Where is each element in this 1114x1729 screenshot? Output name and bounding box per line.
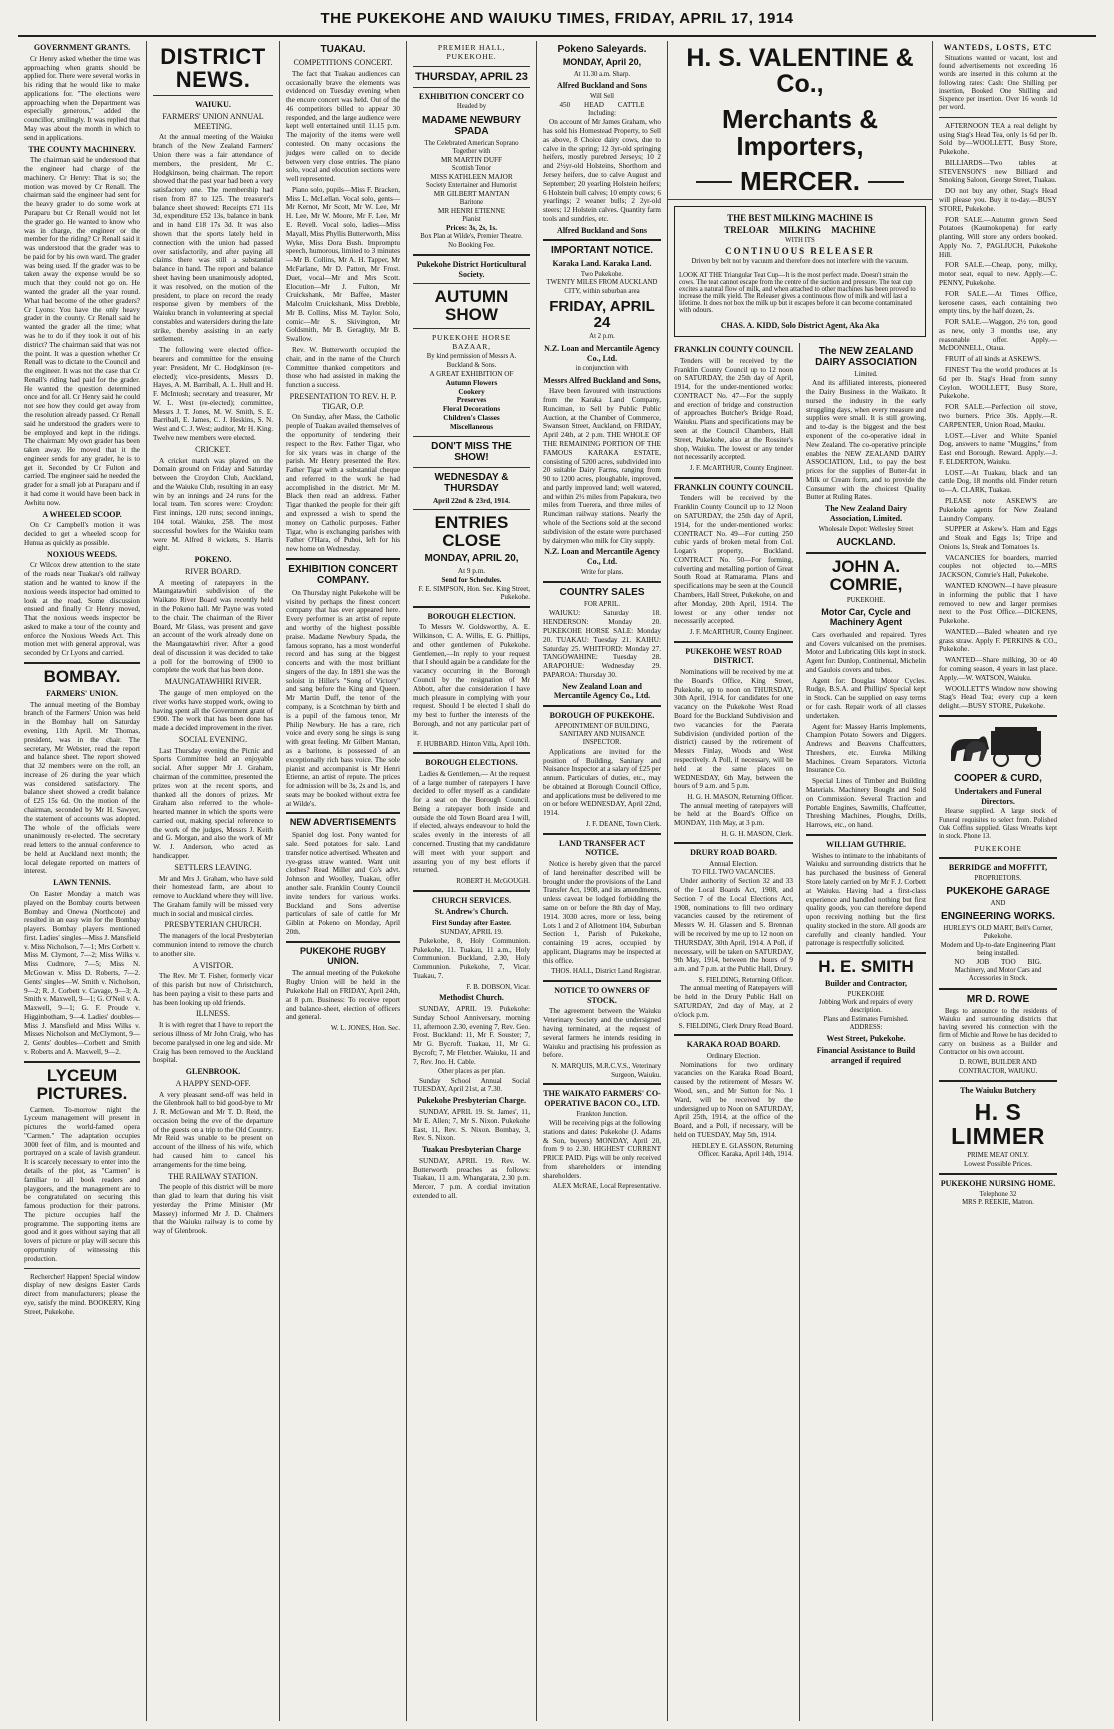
hearse-icon xyxy=(943,721,1053,769)
first-sunday: First Sunday after Easter. xyxy=(431,919,512,928)
machine-sub: Driven by belt not by vacuum and therefore does not interfere with the vacuum. xyxy=(691,258,909,266)
comp-close: Rev. W. Butterworth occupied the chair, and in the name of the Church Committee thanked competitors and those who had assisted in making the function a success. xyxy=(286,345,400,390)
jobbing: Jobbing Work and repairs of every description. xyxy=(819,999,913,1015)
entries-monday: MONDAY, APRIL 20, xyxy=(424,552,519,564)
cattle-qty: 450 HEAD CATTLE xyxy=(559,101,645,110)
rowe-name: MR D. ROWE xyxy=(966,993,1030,1005)
nzdairy-heading: The NEW ZEALAND DAIRY ASSOCIATION xyxy=(815,345,917,368)
presentation-heading: PRESENTATION TO REV. H. P. TIGAR, O.P. xyxy=(289,391,397,411)
classified-item: FOR SALE.—Waggon, 2½ ton, good as new, only 3 months use, any reasonable offer. Apply.—McDONNELL, Otaua. xyxy=(939,318,1057,353)
grants-text: Cr Henry asked whether the time was approaching when grants should be applied for. There were several works in his riding that he would like to make applications for. "The elections were approaching when the Department was especially generous," added the councillor, smilingly. It was replied that May was about the month in which to send in applications. xyxy=(24,54,140,142)
methodist-heading: Methodist Church. xyxy=(439,993,504,1003)
rugby-heading: PUKEKOHE RUGBY UNION. xyxy=(299,945,386,966)
wed-thu: WEDNESDAY & THURSDAY xyxy=(434,471,509,494)
sunday-school: Sunday School Annual Social TUESDAY, April 21st, at 7.30. xyxy=(413,1076,530,1094)
box-plan: Box Plan at Wilde's, Premier Theatre. xyxy=(420,233,523,241)
st-andrews: St. Andrew's Church. xyxy=(434,907,509,917)
cooper-name: COOPER & CURD, xyxy=(954,772,1042,784)
engineering-works: ENGINEERING WORKS. xyxy=(941,911,1055,923)
rugby-signature: W. L. JONES, Hon. Sec. xyxy=(330,1024,400,1033)
classified-item: VACANCIES for boarders, married couples not objected to.—MRS JACKSON, Comrie's Hall, Pukekohe. xyxy=(939,553,1057,580)
duff-sub: Scottish Tenor xyxy=(451,164,492,172)
column-8 xyxy=(933,41,1063,1721)
district-news-heading: DISTRICT NEWS. xyxy=(160,44,266,93)
madame-sub: The Celebrated American Soprano xyxy=(424,139,519,147)
smith-name: H. E. SMITH xyxy=(818,957,914,977)
concert-date: THURSDAY, APRIL 23 xyxy=(415,70,528,83)
center-ads-area xyxy=(668,41,933,1721)
telephone: Telephone 32 xyxy=(979,1190,1017,1198)
concert-title: EXHIBITION CONCERT CO xyxy=(419,91,524,101)
column-1 xyxy=(18,41,147,1721)
west-street: West Street, Pukekohe. xyxy=(826,1034,906,1044)
reekie-matron: MRS P. REEKIE, Matron. xyxy=(962,1198,1034,1206)
tuakau-heading: TUAKAU. xyxy=(320,44,366,55)
drury-text: Under authority of Section 32 and 33 of the Local Boards Act, 1908, and Section 7 of the Local Elections Act, 1908, nominations to fill two ordinary vacancies caused by the retirement of Messrs W. H. Glassen and S. Brennan will be received by me up to 12 noon on THURSDAY, 30th April, 1914. A Poll, if necessary, will be taken on SATURDAY, 9th May, 1914, between the hours of 9 a.m. and 7 p.m. at the Public Hall, Drury. xyxy=(674,877,793,974)
etienne-name: MR HENRI ETIENNE xyxy=(437,207,506,216)
builder-contractor: Builder and Contractor, xyxy=(824,979,907,989)
classified-item: SUPPER at Askew's. Ham and Eggs and Steak and Eggs 1s; Tripe and Onions 1s, Steak and Tomatoes 1s. xyxy=(939,525,1057,551)
hall-signature: THOS. HALL, District Land Registrar. xyxy=(551,967,661,976)
major-sub: Society Entertainer and Humorist xyxy=(425,182,518,190)
classified-item: FOR SALE.—Cheap, pony, milky, motor seat, equal to new. Apply.—C. PENNY, Pukekohe. xyxy=(939,261,1057,287)
classified-item: FRUIT of all kinds at ASKEW'S. xyxy=(945,355,1041,364)
at-2pm: At 2 p.m. xyxy=(589,333,615,341)
settlers-text: Mr and Mrs J. Graham, who have sold their homestead farm, are about to remove to Auckland where they will live. The Graham family will be missed very much in social and musical circles. xyxy=(153,874,273,918)
illness-heading: ILLNESS. xyxy=(196,1009,230,1019)
hearse-illustration xyxy=(939,721,1057,769)
wanteds-heading: WANTEDS, LOSTS, ETC xyxy=(943,43,1053,52)
autumn-show: AUTUMN SHOW xyxy=(434,287,509,325)
classified-item: LOST.—Liver and White Spaniel Dog, answers to name "Muggins," from East end Borough. Reward. Apply.—J. F. ELDERTON, Waiuku. xyxy=(939,431,1057,466)
deane-signature: J. F. DEANE, Town Clerk. xyxy=(585,820,661,829)
column-5 xyxy=(537,41,668,1721)
exhibit-text: On Thursday night Pukekohe will be visited by perhaps the finest concert company that has ever appeared here. Every performer is an artist of repute and worthy of the highest possible praise. Madame Newbury Spada, the famous soprano, has a most wonderful record and has sung at the biggest concerts and with the most brilliant singers of the day. In 1891 she was the soloist in Hiller's "Song of Victory" and sang before the King and Queen. Mr Martin Duff, the tenor of the company, is a Scotchman by birth and is a pupil of the famous tenor, Mr Philip Newbury. He has a rare, rich voice and every song he sings is sung with great feeling. Mr Gilbert Mantan, as a baritone, is possessed of an exceptionally rich bass voice. The sole pianist and accompanist is Mr Henri Etienne, an artist of repute. The prices for admission will be 3s, 2s and 1s, and seats may be booked without extra fee at Wilde's. xyxy=(286,588,400,808)
plans-estimates: Plans and Estimates Furnished. xyxy=(823,1015,909,1023)
borough-pk-sub: APPOINTMENT OF BUILDING, SANITARY AND NUISANCE INSPECTOR. xyxy=(554,722,650,747)
nz-loan-agency: New Zealand Loan and Mercantile Agency Co., Ltd. xyxy=(553,681,651,701)
mason-clerk: H. G. H. MASON, Clerk. xyxy=(721,829,793,838)
columns xyxy=(18,41,1096,1721)
waikato-heading: THE WAIKATO FARMERS' CO-OPERATIVE BACON CO., LTD. xyxy=(543,1089,661,1108)
lowest-prices: Lowest Possible Prices. xyxy=(963,1160,1033,1169)
premier-hall: PREMIER HALL, PUKEKOHE. xyxy=(437,43,506,62)
limmer-name: H. S LIMMER xyxy=(951,1098,1045,1149)
exhibit-heading: EXHIBITION CONCERT COMPANY. xyxy=(288,563,398,586)
fcc-heading: FRANKLIN COUNTY COUNCIL xyxy=(674,344,793,354)
karaka-road-heading: KARAKA ROAD BOARD. xyxy=(686,1040,781,1050)
duff-name: MR MARTIN DUFF xyxy=(440,156,503,165)
nzdairy-company: The New Zealand Dairy Association, Limited. xyxy=(825,504,907,523)
no-job-too-big: NO JOB TOO BIG. xyxy=(954,958,1042,967)
valentine-ad xyxy=(668,41,932,200)
visitor-heading: A VISITOR. xyxy=(192,960,234,970)
karaka-sub: Two Pukekohe. xyxy=(580,271,624,279)
comp-text: The fact that Tuakau audiences can occasionally brave the elements was evidenced on Tuesday evening when the encore concert was held. Out of the 46 competitors billed to appear 30 responded, and the large audience were kept well entertained until 11.15 p.m. The majority of the items were well contested. On many occasions the judges were called on to decide between very close entries. The piano solo, vocal and elocution sections were well represented. xyxy=(286,69,400,184)
methodist-note: Other places as per plan. xyxy=(438,1068,505,1076)
with-its: WITH ITS xyxy=(785,237,815,245)
saleyards-date: MONDAY, April 20, xyxy=(562,57,642,67)
kidd-agent: CHAS. A. KIDD, Solo District Agent, Aka Aka xyxy=(720,320,880,330)
auckland: AUCKLAND. xyxy=(836,536,896,548)
classified-item: FOR SALE.—At Times Office, kerosene cases, each containing two empty tins, by the half dozen, 2s. xyxy=(939,289,1057,316)
masthead xyxy=(18,10,1096,37)
glenbrook-heading: GLENBROOK. xyxy=(185,1067,241,1077)
saleyards-heading: Pokeno Saleyards. xyxy=(557,44,647,55)
sendoff-heading: A HAPPY SEND-OFF. xyxy=(175,1078,251,1088)
machine-title: THE BEST MILKING MACHINE IS xyxy=(727,213,873,224)
classified-item: WANTED.—Baled wheaten and rye grass straw. Apply F. PERKINS & CO., Pukekohe. xyxy=(939,627,1057,654)
karaka-land: Karaka Land. Karaka Land. xyxy=(552,259,652,269)
cooper-town: PUKEKOHE xyxy=(974,843,1022,853)
st-andrews-text: Pukekohe, 8, Holy Communion. Pukekohe, 11. Tuakau, 11 a.m., Holy Communion. Buckland, 2.30, Holy Communion. Pukekohe, 7, Vicar. Tuakau, 7. xyxy=(413,936,530,980)
proprietors: PROPRIETORS. xyxy=(974,874,1022,882)
nz-loan: N.Z. Loan and Mercantile Agency Co., Ltd. xyxy=(544,343,660,363)
social-heading: SOCIAL EVENING. xyxy=(178,734,248,744)
comrie-town: PUKEKOHE. xyxy=(846,596,886,604)
country-sales: COUNTRY SALES xyxy=(559,587,645,599)
fcc2-text: Tenders will be received by the Franklin County Council up to 12 Noon on SATURDAY, the 25th day of April, 1914, for the under-mentioned works: CONTRACT No. 49—For cutting 250 cubic yards of broken metal from Col. Logan's property, Buckland. CONTRACT No. 50—For forming, culverting and metalling portion of Great South Road at Ramarama. Plans and specifications may be seen at the Council Chambers, Hall Street, Pukekohe, on and after Monday, 20th April, 1914. The lowest or any other tender not necessarily accepted. xyxy=(674,494,793,626)
classified-item: PLEASE note ASKEW'S are Pukekohe agents for New Zealand Laundry Company. xyxy=(939,496,1057,523)
merchants: Merchants & Importers, xyxy=(721,103,879,161)
show-item: Floral Decorations xyxy=(442,405,501,414)
hort-heading: Pukekohe District Horticultural Society. xyxy=(416,259,527,279)
scoop-heading: A WHEELED SCOOP. xyxy=(42,509,122,519)
tennis-text: On Easter Monday a match was played on the Bombay courts between Bombay and Onewa (Northcote) and resulted in an easy win for the Bombay players. Bombay players mentioned first. Ladies' singles—Miss J. Mansfield v. Miss Nicholson, 7—1; Mrs Corbett v. Miss M. Clymont, 7—2; Miss Wilks v. Miss Cudmore, 7—5; Miss N. McGowan v. Miss D. Roberts, 7—2. Gents' singles—W. Smith v. Nicholson, 9—2; R. J. Corbett v. Cavage, 9—3; A. Smith v. Maxwell, 9—1; G. O'Neil v. A. Maxwell, 9—1; G. F. Proude v. Higginbotham, 9—4. Ladies' doubles—Miss J. Mansfield and Miss Wilks v. Misses Nicholson and McClymont, 9—2. Gents' doubles—Corbett and Smith v. Roberts and A. Maxwell, 9—2. xyxy=(24,889,140,1057)
show-item: Preserves xyxy=(456,396,487,405)
including: Including: xyxy=(588,109,616,117)
column-2 xyxy=(147,41,280,1721)
presby-text: The managers of the local Presbyterian communion intend to remove the church to another site. xyxy=(153,932,273,958)
continuous-releaser: CONTINUOUS RELEASER xyxy=(725,246,875,257)
write-plans: Write for plans. xyxy=(580,568,624,576)
rechercher-text: Rechercher! Happen! Special window display of new designs Easter Cards direct from manufacturers; please the eye, satisfy the mind. BOOKERY, King Street, Pukekohe. xyxy=(24,1272,140,1316)
buckland-name: Alfred Buckland and Sons xyxy=(557,81,647,91)
drury-sub2: TO FILL TWO VACANCIES. xyxy=(691,869,776,877)
column-4 xyxy=(407,41,537,1721)
karaka-sub2: TWENTY MILES FROM AUCKLAND CITY, within suburban area xyxy=(546,279,658,295)
treloar-name: TRELOAR MILKING MACHINE xyxy=(724,225,876,236)
presb-heading: Pukekohe Presbyterian Charge. xyxy=(417,1096,526,1106)
important-notice: IMPORTANT NOTICE. xyxy=(550,245,654,257)
modern-plant: Modern and Up-to-date Engineering Plant being installed. xyxy=(940,941,1056,957)
saleyards-time: At 11.30 a.m. Sharp. xyxy=(573,70,631,78)
sunday-date: SUNDAY, APRIL 19. xyxy=(440,927,503,936)
comrie-name: JOHN A. COMRIE, xyxy=(829,556,903,594)
rowe-signature: D. ROWE, BUILDER AND CONTRACTOR, WAIUKU. xyxy=(958,1059,1038,1075)
pwr-heading: PUKEKOHE WEST ROAD DISTRICT. xyxy=(685,646,782,666)
show-item: Cookery xyxy=(458,387,485,396)
smith-town: PUKEKOHE xyxy=(847,990,885,998)
pwr-note: The annual meeting of ratepayers will be held at the Board's Office on MONDAY, 11th May, at 3 p.m. xyxy=(674,801,793,828)
frankton: Frankton Junction. xyxy=(576,1110,628,1118)
glenbrook-text: A very pleasant send-off was held in the Glenbrook hall to bid good-bye to Mr J. R. McGowan and Mr T. D. Reid, the occasion being the eve of the departure of the guests on a trip to the Old Country. Mr Reid was unable to be present on account of the illness of his wife, which had caused him to cancel his arrangements for the time being. xyxy=(153,1090,273,1169)
tennis-heading: LAWN TENNIS. xyxy=(53,878,111,888)
mason-signature: H. G. H. MASON, Returning Officer. xyxy=(687,793,793,802)
together-with: Together with xyxy=(452,147,491,155)
waikato-text: Will be receiving pigs at the following stations and dates: Pukekohe (J. Adams & Son, buyers) MONDAY, April 20, from 9 to 2.30. HIGHEST CURRENT PRICE PAID. Pigs will be only received from shareholders or intending shareholders. xyxy=(543,1118,661,1180)
garage-name: PUKEKOHE GARAGE xyxy=(946,885,1050,897)
classified-item: FINEST Tea the world produces at 1s 6d per lb. Stag's Head from sunny Ceylon. WOOLLETT, Busy Store, Pukekohe. xyxy=(939,366,1057,401)
nz-loan-2: N.Z. Loan and Mercantile Agency Co., Ltd. xyxy=(544,547,660,567)
borough-elections-text: Ladies & Gentlemen,— At the request of a large number of ratepayers I have decided to offer myself as a candidate for a seat on the Borough Council. Being a ratepayer both inside and outside the old Town Board area I will, if elected, always endeavour to hold the scales evenly in the interests of all concerned. Trusting that my candidature will meet with your support and assuring you of my best efforts if returned. xyxy=(413,769,530,875)
karaka-road-text: Nominations for two ordinary vacancies on the Karaka Road Board, caused by the retirement of Messrs W. Wood, sen., and Mr Sutton for No. 1 Ward, will be received by the undersigned up to Noon on SATURDAY, April 25th, 1914, at the office of the Board, and a Poll, if necessary, will be held on TUESDAY, May 5th, 1914. xyxy=(674,1060,793,1139)
pokeno-text: A meeting of ratepayers in the Maungatawhiri subdivision of the Waikato River Board was recently held in the Pokeno hall. Mr Payne was voted to the chair. The chairman of the River Board, Mr Glass, was present and gave an account of the work already done on the Maungatawhiri river. After a good deal of discussion it was decided to take a poll for the borrowing of £900 to complete the work that has been done. xyxy=(153,578,273,675)
karaka-road-sub: Ordinary Election. xyxy=(706,1051,761,1060)
bombay-heading: BOMBAY. xyxy=(43,667,121,686)
milking-machine-ad xyxy=(674,206,926,337)
and-label: AND xyxy=(990,899,1006,907)
farmers-text: At the annual meeting of the Waiuku branch of the New Zealand Farmers' Union there was a fair attendance of members, the president, Mr C. Hodgkinson, being chairman. The report showed that the past year had been a very satisfactory one. The membership had risen from 87 to 125. The treasurer's balance sheet showed: Receipts £71 11s 3d, expenditure £52 13s, balance in bank and in hand £18 17s 3d. It was also shown that the sports lately held in connection with the union had passed over satisfactorily, and after paying all claims there was still a substantial balance in hand. The report and balance sheet having been unanimously adopted, it was resolved, on the motion of the president, to place on record the ready response given by members of the Waiuku branch in volunteering at special constables and watersiders during the late strike, thereby assisting in an early settlement. xyxy=(153,133,273,344)
stock-notice-text: The agreement between the Waiuku Veterinary Society and the undersigned having terminated, at the request of several farmers he intends residing in Waiuku and practising his profession as before. xyxy=(543,1007,661,1060)
classified-item: WANTED KNOWN—I have pleasure in informing the public that I have removed to new and larger premises next to the Post Office.—DICKENS, Pukekohe. xyxy=(939,582,1057,626)
undertakers: Undertakers and Funeral Directors. xyxy=(954,786,1042,806)
classified-item: WANTED—Share milking, 30 or 40 for coming season, 4 years in last place. Apply.—W. WATSON, Waiuku. xyxy=(939,656,1057,682)
column-7 xyxy=(800,343,932,1721)
mcrae-signature: ALEX McRAE, Local Representative. xyxy=(552,1182,661,1191)
saleyards-text: On account of Mr James Graham, who has sold his Homestead Property, to Sell as above, 8 Choice dairy cows, due to calve in the spring; 12 3yr-old springing heifers, mostly purebred Jerseys; 10 2 and 2½yr-old Holsteins, Shorthorn and Jersey heifers, due to calve August and September; 20 yearling Holstein heifers; 6 Holstein bull calves; 10 empty cows; 6 yearlings; 2 weaner bulls; 2 2yr-old steers; 12 Holstein calves. Quantity farm tools and sundries, etc. xyxy=(543,118,661,223)
illness-text: It is with regret that I have to report the serious illness of Mr John Craig, who has become paralysed in one leg and side. Mr Craig has been removed to the Auckland hospital. xyxy=(153,1021,273,1065)
berridge-name: BERRIDGE and MOFFITT, xyxy=(948,862,1048,872)
comrie-massey: Agent for: Massey Harris Implements, Champion Potato Sowers and Diggers. Andrews and Beavens Chaffcutters, Threshers, etc. Eureka Milking Machines. Cream Separators. Victoria Insurance Co. xyxy=(806,722,926,775)
classified-item: FOR SALE.—Perfection oil stove, two burners. Price 30s. Apply.—R. CARPENTER, Union Road, Mauku. xyxy=(939,403,1057,429)
visitor-text: The Rev. Mr T. Fisher, formerly vicar of this parish but now of Christchurch, has been paying a visit to these parts and has been looking up old friends. xyxy=(153,972,273,1007)
nzdairy-text: And its affiliated interests, pioneered the Dairy Business in the Waikato. It nursed the industry in the early struggling days, when every measure and supplies were small. It is still growing, and to-day is the biggest and the best exponent of the co-operative ideal in New Zealand. The co-operative principle enables the NEW ZEALAND DAIRY ASSOCIATION, Ltd., to pay the best prices for the supplies of Butter-fat in Milk or Cream form, and to provide the Consumer with the choicest Quality Butter at Ruling Rates. xyxy=(806,379,926,502)
cricket-text: A cricket match was played on the Domain ground on Friday and Saturday between the Croydon Club, Auckland, and the Waiuku Club, resulting in an easy win by an innings and 24 runs for the local team. Ten scores were: Croydon: First innings, 120 runs; second innings, 104 total. Waiuku, 258. The most successful bowlers for the Waiuku team were M. Alfred 8 wickets, S. Harris eight. xyxy=(153,456,273,553)
comrie-cycles: Agent for: Douglas Motor Cycles. Rudge, B.S.A. and Phillips' Special kept in Stock. Can be supplied on easy terms or for cash. Repair work of all classes undertaken. xyxy=(806,676,926,720)
comp-results: Piano solo, pupils—Miss F. Bracken, Miss L. McLellan. Vocal solo, gents—Mr Kernot, Mr Scott, Mr W. Lee, Mr H. Lee, Mr W. Moore, Mr F. Lee, Mr E. Revell. Vocal solo, ladies—Miss Mayall, Miss Phyllis Butterworth, Miss Wyke, Miss Dora Bush. Impromptu speech, humorous, limited to 3 minutes—Mr B. Collins, Mr A. H. Tapper, Mr McFarlane, Mr D. Patton, Mr Frost. Duet, vocal—Mr and Mrs Scott. Elocution—Mr J. Fulton, Mr Cruickshank, Mr Baffee, Master Malcolm Cruickshank, Miss Drebble, Mr B. Collins, Miss M. Taylor. Solo, comic—Mr S. Skivington, Mr Goldsmith, Mr B. Geraghty, Mr B. Swallow. xyxy=(286,185,400,344)
address-label: ADDRESS: xyxy=(849,1023,883,1031)
fcc2-heading: FRANKLIN COUNTY COUNCIL xyxy=(674,482,793,492)
prime-meat: PRIME MEAT ONLY. xyxy=(967,1151,1029,1159)
machinery-stock: Machinery, and Motor Cars and Accessories in Stock. xyxy=(954,967,1042,983)
mantan-sub: Baritone xyxy=(459,199,484,207)
buckland-name-2: Alfred Buckland and Sons xyxy=(557,225,647,235)
presentation-text: On Sunday, after Mass, the Catholic people of Tuakau availed themselves of the opportunity of tendering their respect to the Rev. Father Tigar, who for six years was in charge of the parish. Mr Henry presented the Rev. Father Tigar with a substantial cheque and referred to the work he had accomplished in the district. Mr M. Black then read an address. Father Tigar thanked the people for their gift and expressed a wish to spend the money on Catholic purposes. Father Tigar, who is exchanging parishes with Father O'Hara, of Puhoi, left for his new home on Wednesday. xyxy=(286,413,400,554)
weeds-text: Cr Wilcox drew attention to the state of the roads near Tuakau's old railway station and he wanted to know if the noxious weeds inspector had omitted to look at the road. Some discussion ensued and finally Cr Henry moved, That the noxious weeds inspector be asked to make a tour of the county and enforce the Noxious Weeds Act. This motion met with general approval, was seconded by Cr Lyons and carried. xyxy=(24,561,140,658)
comrie-text: Cars overhauled and repaired. Tyres and Covers vulcanised on the premises. Motor and Lubricating Oils kept in stock. Agent for: Dunlop, Continental, Michelin and Gaulois covers and tubes. xyxy=(806,630,926,674)
presby-heading: PRESBYTERIAN CHURCH. xyxy=(164,920,262,930)
scoop-text: On Cr Campbell's motion it was decided to get a wheeled scoop for Hunua as quickly as possible. xyxy=(24,521,140,547)
classified-item: FOR SALE.—Autumn grown Seed Potatoes (Kaumokopena) for early planting. Will store any orders booked. Apply No. 7, PAGLIUCH, Pukekohe Hill. xyxy=(939,215,1057,259)
classified-item: WOOLLETT'S Window now showing Stag's Head Tea; every cup a keen delight.—BUSY STORE, Pukekohe. xyxy=(939,684,1057,711)
show-item: Children's Classes xyxy=(443,413,500,422)
madame-name: MADAME NEWBURY SPADA xyxy=(421,114,522,137)
machine-text: LOOK AT THE Triangular Teat Cup—It is the most perfect made. Doesn't strain the cows. The teat cannot escape from the centre of the suction and pressure. The teat cup excites a natural flow of milk, and when attached to other machines has been proved to increase the milk yield. The Releaser gives a continuous flow of milk and will last a lifetime. It does not box the milk up but it escapes before it can become contaminated with odours. xyxy=(679,272,916,315)
conjunction: in conjunction with xyxy=(575,365,629,373)
rowe-text: Begs to announce to the residents of Waiuku and surrounding districts that having severed his connection with the firm of Michie and Rowe he has decided to carry on business as a Builder and Contractor on his own account. xyxy=(939,1007,1057,1056)
pokeno-heading: POKENO. xyxy=(194,555,232,565)
land-transfer-text: Notice is hereby given that the parcel of land hereinafter described will be brought under the provisions of the Land Transfer Act, 1908, and its amendments, unless caveat be lodged forbidding the same on or before the 8th day of May, 1914. 3030 acres, more or less, being Lots 1 and 2 of Allotment 104, Suburban Section 1, Parish of Pukekohe, containing 19 acres, occupied by applicant, Diagrams may be inspected at this office. xyxy=(543,860,661,965)
financial-assistance: Financial Assistance to Build arranged if required xyxy=(816,1046,916,1065)
comp-heading: COMPETITIONS CONCERT. xyxy=(293,58,393,67)
maunga-heading: MAUNGATAWHIRI RIVER. xyxy=(164,677,262,687)
nursing-home: PUKEKOHE NURSING HOME. xyxy=(940,1178,1056,1188)
mcgough-signature: ROBERT H. McGOUGH. xyxy=(456,877,530,886)
classified-item: LOST.—At Tuakau, black and tan cattle Dog, 18 months old. Finder return to—A. CLARK, Tuakau. xyxy=(939,468,1057,495)
no-booking: No Booking Fee. xyxy=(448,241,495,249)
mercer: MERCER. xyxy=(740,166,860,197)
motor-car-agent: Motor Car, Cycle and Machinery Agent xyxy=(821,606,911,627)
messrs-buckland: Messrs Alfred Buckland and Sons, xyxy=(543,375,661,385)
rugby-text: The annual meeting of the Pukekohe Rugby Union will be held in the Pukekohe Hall on FRIDAY, April 24th, at 8 p.m. Business: To receive report and balance-sheet, election of officers and general. xyxy=(286,969,400,1022)
friday-april: FRIDAY, APRIL 24 xyxy=(549,297,655,331)
nzdairy-limited: Limited. xyxy=(854,370,878,378)
guthrie-name: WILLIAM GUTHRIE. xyxy=(825,839,906,849)
mcarthur-signature-2: J. F. McARTHUR, County Engineer. xyxy=(689,628,793,637)
classified-item: DO not buy any other, Stag's Head will please you. Buy it to-day.—BUSY STORE, Pukekohe. xyxy=(939,187,1057,213)
church-heading: CHURCH SERVICES. xyxy=(431,895,512,905)
borough-pk-text: Applications are invited for the position of Building, Sanitary and Nuisance Inspector at a salary of £25 per annum. Particulars of duties, etc., may be obtained at Borough Council Office, and applications must be delivered to me on or before WEDNESDAY, April 22nd, 1914. xyxy=(543,747,661,818)
drury-heading: DRURY ROAD BOARD. xyxy=(690,848,777,858)
lyceum-text: Carmen. To-morrow night the Lyceum management will present in pictures the world-famed opera "Carmen." The adaptation occupies 3000 feet of film, and is mounted and portrayed on a scale of lavish grandeur. It is scarcely necessary to enter into the details of the plot, as "Carmen" is familiar to all book readers and playgoers, and the management are to be congratulated on securing this famous production for their patrons. The picture occupies half the programme. The supporting items are good and it goes without saying that all lovers of picture or play will secure this opportunity of witnessing this production. xyxy=(24,1105,140,1263)
weeds-heading: NOXIOUS WEEDS. xyxy=(46,549,118,559)
methodist-text: SUNDAY, APRIL 19. Pukekohe: Sunday School Anniversary, morning 11, afternoon 2.30, evening 7, Rev. Geo. Frost. Buckland: 11, Mr F. Souster; 7, Mr G. Bycroft. Tuakau, 11, Mr G. Bycroft; 7, Mr Fletcher. Waiuku, 11 and 7, Rev. Jno. H. Cable. xyxy=(413,1004,530,1066)
machinery-heading: THE COUNTY MACHINERY. xyxy=(28,144,136,154)
bazaar-sub: By kind permission of Messrs A. Buckland & Sons. xyxy=(426,353,517,369)
guthrie-text: Wishes to intimate to the inhabitants of Waiuku and surrounding districts that he has purchased the business of General Store lately carried on by Mr F. J. Corbett at Waiuku. Having had a first-class experience and handled nothing but first quality goods, you can therefore depend upon receiving nothing but the first quality stocked in the store. All goods are carefully and cleanly handled. Your patronage is respectfully solicited. xyxy=(806,851,926,948)
grants-heading: GOVERNMENT GRANTS. xyxy=(33,43,131,52)
new-ads-heading: NEW ADVERTISEMENTS xyxy=(289,817,397,828)
for-april: FOR APRIL. xyxy=(584,601,620,609)
entries-time: At 9 p.m. xyxy=(457,566,486,575)
hubbard-signature: F. HUBBARD. Hinton Villa, April 10th. xyxy=(416,739,530,748)
show-item: Miscellaneous xyxy=(449,422,494,431)
entries-close: ENTRIES CLOSE xyxy=(434,513,509,551)
railway-text: The people of this district will be more than glad to learn that during his visit yesterday the Prime Minister (Mr Massey) informed Mr J. D. Chalmers that the Waiuku railway is to come by way of Glenbrook. xyxy=(153,1183,273,1236)
column-6 xyxy=(668,343,800,1721)
fielding-signature: S. FIELDING, Returning Officer. xyxy=(698,975,793,984)
tuakau-presb-heading: Tuakau Presbyterian Charge xyxy=(421,1145,522,1155)
comrie-lines: Special Lines of Timber and Building Materials. Machinery Bought and Sold on Commission. Several Traction and Portable Engines, Sawmills, Chaffcutter, Threshing Machines, Ploughs, Drills, Harrows, etc., on hand. xyxy=(806,777,926,830)
fcc-text: Tenders will be received by the Franklin County Council up to 12 noon on SATURDAY, the 25th day of April, 1914, for the under-mentioned works: CONTRACT No. 47—For the supply and erection of bridge and construction of approaches Butcher's Bridge Road, Waiuku. Plans and specifications may be seen at the Council Chambers, Hall Street, Pukekohe, also at the Rossiter's shop, Waiuku. The lowest or any tender not necessarily accepted. xyxy=(674,356,793,462)
machinery-text: The chairman said he understood that the engineer had charge of the machinery. Cr Henry: That is so; the motion was moved by Cr Renall. The chairman said the engineer had sent for the heavy grader to do some work at Puraparu but Cr Renall would not let the grader go. He wanted to know who was in charge, the engineer or the member for the riding? Cr Renall said it was understood that the grader was to be paid for by his own ward. The grader was being used. If the grader was to be taken away the expense would be so much that they could not go on. He wanted the grader all the year round. What had become of the other graders? Cr Lyons: You have the only heavy grader in the county. Cr Renall said he wanted the grader all the time; what was he to do if they took it out of his district? The chairman said that was not the point. It was a question whether Cr Renall was to dictate to the Council and the engineer. It was not the case that Cr Renall's riding had paid for the grader. He wanted the question determined once and for all. Cr Henry said he could not see how they could get away from the resolution already passed. Cr Renall said he understood the graders were to be employed and kept in the ridings. The chairman: My own grader has been taken away. He moved that it the engineer sends for any grader, he is to get it. Seconded by Cr Fulton and carried. The engineer said he needed the grader for a small job at Puraparu and if it had come it would have been back in Awhitu now. xyxy=(24,156,140,507)
butchery-name: The Waiuku Butchery xyxy=(960,1085,1036,1095)
show-dates: April 22nd & 23rd, 1914. xyxy=(432,496,511,505)
land-transfer-heading: LAND TRANSFER ACT NOTICE. xyxy=(558,838,646,858)
masthead-title: THE PUKEKOHE AND WAIUKU TIMES, FRIDAY, APRIL 17, 1914 xyxy=(320,10,794,27)
maunga-text: The gauge of men employed on the river works have stopped work, owing to having spent all the Government grant of £900. The work that has been done has made a decided improvement in the river. xyxy=(153,688,273,733)
horse-bazaar: PUKEKOHE HORSE BAZAAR, xyxy=(432,332,511,352)
tuakau-presb-text: SUNDAY, APRIL 19. Rev. W. Butterworth preaches as follows: Tuakau, 11 a.m. Whangarata, 2.30 p.m. Mercer, 7 p.m. A cordial invitation extended to all. xyxy=(413,1156,530,1200)
bombay-text: The annual meeting of the Bombay branch of the Farmers' Union was held in the Bombay hall on Saturday evening, 11th April. Mr Thomas, president, was in the chair. The secretary, Mr Webster, read the report and balance sheet. The report showed that 32 members were on the roll, an increase of 26 during the year which was considered satisfactory. The balance sheet showed a credit balance of £25 15s 6d. On the motion of the chairman, seconded by Mr H. Sawyer, the statement of accounts was adopted. The whole of the officials were unanimously re-elected. The secretary read letters to the annual conference to be held at Auckland next month; the local delegate reported on matters of interest. xyxy=(24,700,140,876)
classified-item: BILLIARDS—Two tables at STEVENSON'S new Billiard and Smoking Saloon, George Street, Tuakau. xyxy=(939,158,1057,185)
presb-text: SUNDAY, APRIL 19. St. James', 11, Mr E. Allen; 7, Mr S. Nixon. Pukekohe East, 11, Rev. S. Nixon. Bombay, 3, Rev. S. Nixon. xyxy=(413,1108,530,1143)
railway-heading: THE RAILWAY STATION. xyxy=(168,1171,258,1181)
fielding-clerk: S. FIELDING, Clerk Drury Road Board. xyxy=(678,1021,793,1030)
pwr-text: Nominations will be received by me at the Board's Office, King Street, Pukekohe, up to noon on THURSDAY, 30th April, 1914, for candidates for one vacancy on the Pukekohe West Road Board for the Buckland Subdivision and two vacancies for the Paerata Subdivision (undivided portion of the district) caused by the retirement of Messrs Finlay, Woods and West respectively. A Poll, if necessary, will be held at the same places on WEDNESDAY, 6th May, between the hours of 9 a.m. and 5 p.m. xyxy=(674,668,793,791)
dobson-signature: F. B. DOBSON, Vicar. xyxy=(466,982,530,991)
dont-miss: DON'T MISS THE SHOW! xyxy=(431,440,512,463)
wanteds-intro: Situations wanted or vacant, lost and found advertisements not exceeding 16 words are inserted in this column at the following rates: Cash: One Shilling per insertion, Booked One Shilling and Sixpence per insertion. Over 16 words 1d per word. xyxy=(939,54,1057,112)
simpson-signature: F. E. SIMPSON, Hon. Sec. King Street, Pukekohe. xyxy=(418,584,530,602)
karaka-text: Have been favoured with instructions from the Karaka Land Company, Runciman, to Sell by Public Public Auction, at the Chamber of Commerce, Swanson Street, Auckland, on FRIDAY, April 24th, at 2 p.m. THE WHOLE OF THE REMAINING PORTION OF THE FAMOUS KARAKA ESTATE, consisting of 5200 acres, subdivided into 20 suitable Dairy Farms, ranging from 90 to 1200 acres, ploughable, improved, and partly improved land; well watered, and within 2½ miles from Papakura, two miles from Tuerera, and three miles of Runciman railway stations. Nearly the whole of the Sections sold at the second subdivision of the estate were purchased by dairymen who milk for City supply. xyxy=(543,387,661,545)
schedules: Send for Schedules. xyxy=(441,575,502,584)
column-3 xyxy=(280,41,407,1721)
officers-text: The following were elected office-bearers and committee for the ensuing year: President, Mr C. Hodgkinson (re-elected); vice-presidents, Messrs D. Hayes, A. M. Barriball, A. L. Hull and H. F. McIntosh; secretary and treasurer, Mr W. L. West (re-elected); committee, Messrs J. T. Jones, M. W. Smith, S. E. Barriball, E. James, C. J. Heskins, S. N. West and C. J. West; auditor, Mr H. King. Twelve new members were elected. xyxy=(153,346,273,442)
country-list: WAIUKU: Saturday 18. HENDERSON: Monday 20. PUKEKOHE HORSE SALE: Monday 20. TUAKAU: Tuesday 21. KAIHU: Saturday 25. WHITFORD: Monday 27. TANGOWAHINE: Tuesday 28. ARAPOHUE: Wednesday 29. PAPAROA: Thursday 30. xyxy=(543,609,661,679)
hurley-mart: HURLEY'S OLD MART, Bell's Corner, Pukekohe. xyxy=(943,925,1053,941)
borough-elections-heading: BOROUGH ELECTIONS. xyxy=(425,758,518,768)
river-board-heading: RIVER BOARD. xyxy=(184,566,241,576)
wholesale-depot: Wholesale Depot: Wellesley Street xyxy=(818,525,914,533)
cricket-heading: CRICKET. xyxy=(195,444,231,454)
show-item: Autumn Flowers xyxy=(445,378,498,387)
borough-election-heading: BOROUGH ELECTION. xyxy=(427,611,516,621)
cooper-text: Hearse supplied. A large stock of Funeral requisites to select from. Polished Oak Coffins supplied. Glass Wreaths kept in stock. Phone 13. xyxy=(939,808,1057,841)
borough-pk-heading: BOROUGH OF PUKEKOHE. xyxy=(549,711,655,721)
new-ads-text: Spaniel dog lost. Pony wanted for sale. Seed potatoes for sale. Land transfer notice advertised. Wheaten and rye-grass straw wanted. Want unit clothes? Read Miller and Co's advt. Johnson and Woolley, Tuakau, offer another sale. Franklin County Council invite tenders for various works. Buckland and Sons advertise particulars of sale of cattle for Mr Giblin at Pokeno on Monday, April 20th. xyxy=(286,831,400,936)
prices: Prices: 3s, 2s, 1s. xyxy=(445,224,498,233)
settlers-heading: SETTLERS LEAVING. xyxy=(174,862,252,872)
borough-election-text: To Messrs W. Goldsworthy, A. E. Wilkinson, C. A. Willis, E. G. Phillips, and other gentlemen of Pukekohe. Gentlemen,—In reply to your request that I should again be a candidate for the vacancy occurring in the Borough Council by the resignation of Mr Abbott, after due consideration I have much pleasure in complying with your request. Should I be elected I shall do my best to further the interests of the Borough, and not any particular part of it. xyxy=(413,623,530,737)
will-sell: Will Sell xyxy=(589,92,615,100)
major-name: MISS KATHLEEN MAJOR xyxy=(430,173,513,182)
marquis-signature: N. MARQUIS, M.R.C.V.S., Veterinary Surgeon, Waiuku. xyxy=(551,1062,661,1079)
classified-item: AFTERNOON TEA a real delight by using Stag's Head Tea, only 1s 6d per lb. Sold by—WOOLLETT, Busy Store, Pukekohe. xyxy=(939,121,1057,157)
great-exhibition: A GREAT EXHIBITION OF xyxy=(429,370,514,379)
social-text: Last Thursday evening the Picnic and Sports Committee held an enjoyable social. After supper Mr J. Graham, chairman of the committee, presented the prizes won at the recent sports, and thanked all the donors of prizes. Mr Graham also referred to the whole-hearted manner in which the sports were carried out, making special reference to the work of the judges, Messrs J. Keith and G. Morgan, and also the work of Mr W. J. Anderson, who acted as handicapper. xyxy=(153,746,273,860)
mantan-name: MR GILBERT MANTAN xyxy=(433,190,510,199)
waiuku-heading: WAIUKU. xyxy=(195,100,231,110)
stock-notice-heading: NOTICE TO OWNERS OF STOCK. xyxy=(554,985,650,1005)
glasson-signature: HEDLEY E. GLASSON, Returning Officer. Karaka, April 14th, 1914. xyxy=(691,1141,793,1159)
mcarthur-signature: J. F. McARTHUR, County Engineer. xyxy=(689,464,793,473)
lyceum-heading: LYCEUM PICTURES. xyxy=(36,1065,128,1103)
farmers-heading: FARMERS' UNION ANNUAL MEETING. xyxy=(162,111,264,131)
etienne-sub: Pianist xyxy=(462,216,481,224)
bombay-subheading: FARMERS' UNION. xyxy=(46,688,118,698)
drury-note: The annual meeting of Ratepayers will be held in the Drury Public Hall on SATURDAY, 2nd day of May, at 2 o'clock p.m. xyxy=(674,984,793,1019)
headed-by: Headed by xyxy=(456,103,487,111)
valentine-name: H. S. VALENTINE & Co., xyxy=(686,44,914,99)
drury-sub: Annual Election. xyxy=(709,860,758,869)
